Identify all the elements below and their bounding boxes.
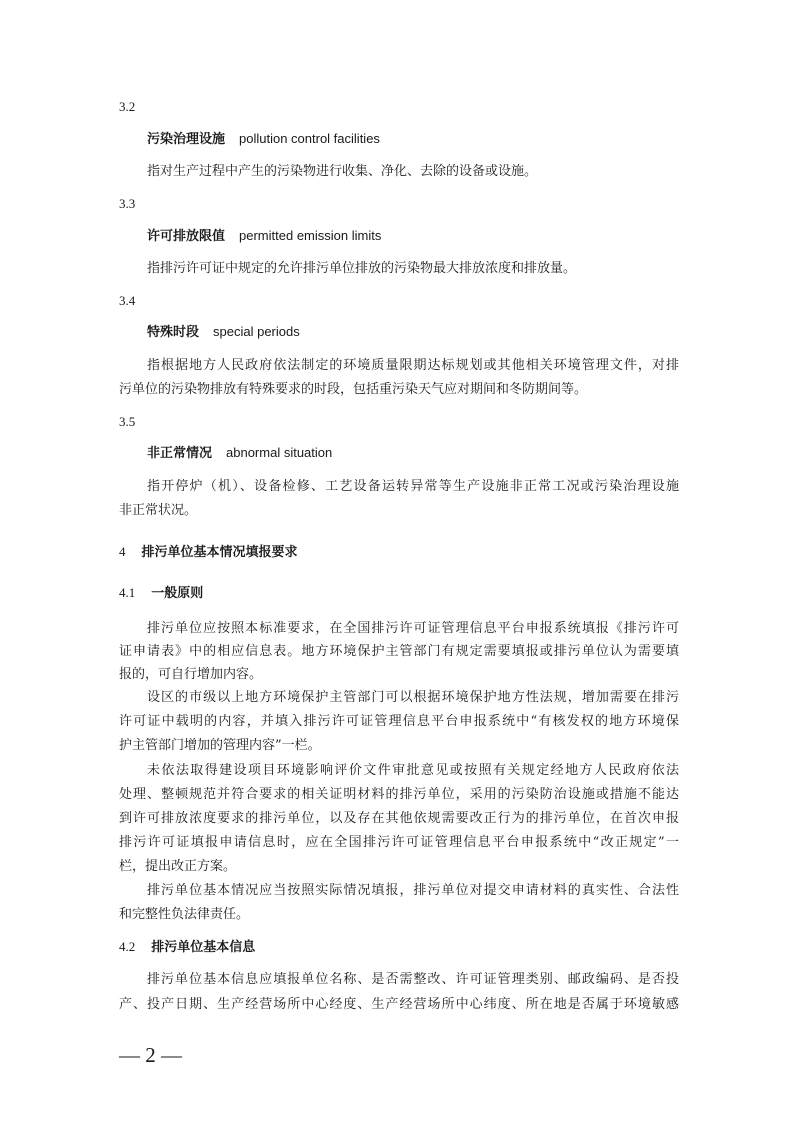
term-chinese: 特殊时段: [147, 325, 200, 340]
paragraph-line: 排污单位应按照本标准要求，在全国排污许可证管理信息平台申报系统填报《排污许可: [147, 621, 679, 636]
paragraph-line: 排污单位基本情况应当按照实际情况填报，排污单位对提交申请材料的真实性、合法性: [147, 883, 679, 898]
term-english: abnormal situation: [226, 445, 333, 460]
subsection-title: 一般原则: [151, 586, 204, 601]
subsection-number: 4.2: [119, 939, 136, 954]
paragraph-line: 证申请表》中的相应信息表。地方环境保护主管部门有规定需要填报或排污单位认为需要填: [119, 644, 679, 659]
subsection-heading: [119, 938, 679, 956]
page-number: — 2 —: [119, 1043, 182, 1067]
paragraph-line: 排污单位基本信息应填报单位名称、是否需整改、许可证管理类别、邮政编码、是否投: [147, 972, 679, 987]
term-heading: [147, 227, 679, 245]
subsection-number: 4.1: [119, 585, 136, 600]
term-definition-line: 非正常状况。: [119, 503, 198, 518]
section-number: 4: [119, 544, 126, 559]
term-english: permitted emission limits: [239, 228, 382, 243]
term-heading: [147, 444, 679, 462]
paragraph-line: 栏，提出改正方案。: [119, 859, 237, 874]
term-chinese: 许可排放限值: [147, 229, 226, 244]
section-heading: [119, 543, 679, 561]
term-definition-line: 污单位的污染物排放有特殊要求的时段，包括重污染天气应对期间和冬防期间等。: [119, 382, 588, 397]
term-definition-line: 指根据地方人民政府依法制定的环境质量限期达标规划或其他相关环境管理文件，对排: [147, 358, 679, 373]
paragraph-line: 产、投产日期、生产经营场所中心经度、生产经营场所中心纬度、所在地是否属于环境敏感: [119, 997, 679, 1012]
section-title: 排污单位基本情况填报要求: [141, 545, 298, 560]
term-heading: [147, 323, 679, 341]
paragraph-line: 处理、整顿规范并符合要求的相关证明材料的排污单位，采用的污染防治设施或措施不能达: [119, 787, 679, 802]
term-heading: [147, 130, 679, 148]
paragraph-line: 报的，可自行增加内容。: [119, 667, 263, 682]
paragraph-line: 排污许可证填报申请信息时，应在全国排污许可证管理信息平台申报系统中“改正规定”一: [119, 835, 679, 850]
paragraph-line: 到许可排放浓度要求的排污单位，以及存在其他依规需要改正行为的排污单位，在首次申报: [119, 811, 679, 826]
paragraph-line: 设区的市级以上地方环境保护主管部门可以根据环境保护地方性法规，增加需要在排污: [147, 690, 679, 705]
term-number: 3.4: [119, 293, 136, 308]
term-number: 3.3: [119, 196, 136, 211]
subsection-title: 排污单位基本信息: [151, 940, 256, 955]
paragraph-line: 未依法取得建设项目环境影响评价文件审批意见或按照有关规定经地方人民政府依法: [147, 763, 679, 778]
term-definition: 指排污许可证中规定的允许排污单位排放的污染物最大排放浓度和排放量。: [147, 261, 577, 276]
term-number: 3.2: [119, 99, 136, 114]
term-english: special periods: [213, 324, 300, 339]
term-number: 3.5: [119, 414, 136, 429]
paragraph-line: 护主管部门增加的管理内容”一栏。: [119, 738, 321, 753]
subsection-heading: [119, 584, 679, 602]
term-chinese: 非正常情况: [147, 446, 213, 461]
paragraph-line: 和完整性负法律责任。: [119, 907, 250, 922]
paragraph-line: 许可证中载明的内容，并填入排污许可证管理信息平台申报系统中“有核发权的地方环境保: [119, 714, 679, 729]
term-chinese: 污染治理设施: [147, 132, 226, 147]
term-definition-line: 指开停炉（机）、设备检修、工艺设备运转异常等生产设施非正常工况或污染治理设施: [147, 479, 679, 494]
term-definition: 指对生产过程中产生的污染物进行收集、净化、去除的设备或设施。: [147, 164, 538, 179]
term-english: pollution control facilities: [239, 131, 380, 146]
